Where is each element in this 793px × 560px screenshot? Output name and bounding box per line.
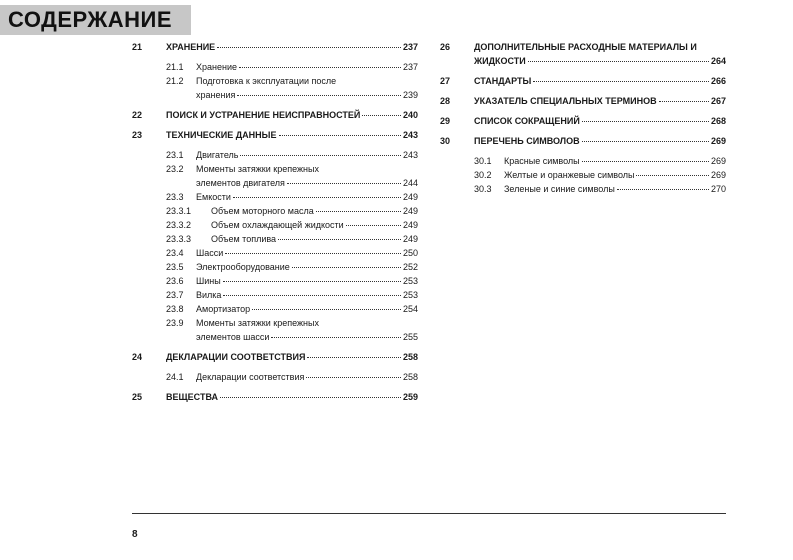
toc-entry-number: 21 (132, 42, 143, 52)
toc-entry-page: 253 (402, 290, 418, 300)
toc-entry-page: 237 (402, 42, 418, 52)
toc-entry[interactable] (132, 218, 418, 232)
toc-entry-number: 30.3 (474, 184, 492, 194)
toc-entry-title: Моменты затяжки крепежных (196, 318, 319, 328)
toc-entry-title: ДЕКЛАРАЦИИ СООТВЕТСТВИЯ (166, 352, 306, 362)
toc-entry-title: УКАЗАТЕЛЬ СПЕЦИАЛЬНЫХ ТЕРМИНОВ (474, 96, 657, 106)
toc-entry-title: Емкости (196, 192, 231, 202)
toc-entry-title: ДОПОЛНИТЕЛЬНЫЕ РАСХОДНЫЕ МАТЕРИАЛЫ И (474, 42, 697, 52)
toc-entry[interactable] (132, 74, 418, 102)
toc-entry[interactable] (440, 74, 726, 88)
toc-entry-title: ПЕРЕЧЕНЬ СИМВОЛОВ (474, 136, 580, 146)
dot-leader (307, 357, 401, 358)
toc-entry-page: 269 (710, 170, 726, 180)
toc-entry-number: 23.8 (166, 304, 184, 314)
toc-entry[interactable] (440, 94, 726, 108)
dot-leader (233, 197, 401, 198)
toc-entry-page: 243 (402, 150, 418, 160)
toc-entry[interactable] (440, 40, 726, 68)
toc-column-left (132, 40, 418, 404)
toc-entry[interactable] (440, 182, 726, 196)
toc-entry-number: 29 (440, 116, 451, 126)
toc-entry-title: ХРАНЕНИЕ (166, 42, 216, 52)
toc-entry-title: Декларации соответствия (196, 372, 305, 382)
toc-entry-page: 250 (402, 248, 418, 258)
toc-entry-title: Амортизатор (196, 304, 251, 314)
toc-entry-title: Объем топлива (211, 234, 277, 244)
toc-entry-number: 23.3.2 (166, 220, 192, 230)
dot-leader (252, 309, 401, 310)
toc-entry-title: хранения (196, 90, 236, 100)
toc-entry-page: 268 (710, 116, 726, 126)
toc-entry-title: Шасси (196, 248, 224, 258)
dot-leader (582, 141, 709, 142)
dot-leader (636, 175, 708, 176)
toc-entry-page: 267 (710, 96, 726, 106)
toc-entry[interactable] (132, 316, 418, 344)
toc-entry[interactable] (132, 60, 418, 74)
toc-entry-number: 23.3.3 (166, 234, 192, 244)
toc-entry[interactable] (440, 168, 726, 182)
toc-entry[interactable] (132, 232, 418, 246)
toc-entry-number: 23.2 (166, 164, 184, 174)
dot-leader (223, 281, 401, 282)
toc-entry[interactable] (132, 40, 418, 54)
toc-entry-page: 240 (402, 110, 418, 120)
dot-leader (659, 101, 709, 102)
toc-entry-page: 249 (402, 234, 418, 244)
dot-leader (239, 67, 401, 68)
toc-entry[interactable] (132, 370, 418, 384)
toc-entry-page: 253 (402, 276, 418, 286)
toc-entry-number: 23.1 (166, 150, 184, 160)
dot-leader (582, 121, 709, 122)
dot-leader (217, 47, 401, 48)
toc-entry-title: Объем охлаждающей жидкости (211, 220, 344, 230)
toc-entry-title: Электрооборудование (196, 262, 290, 272)
toc-entry[interactable] (132, 204, 418, 218)
dot-leader (225, 253, 401, 254)
dot-leader (271, 337, 401, 338)
dot-leader (237, 95, 401, 96)
toc-entry-number: 22 (132, 110, 143, 120)
toc-column-right (440, 40, 726, 196)
toc-entry-number: 23.3.1 (166, 206, 192, 216)
toc-entry-page: 243 (402, 130, 418, 140)
toc-entry-number: 30 (440, 136, 451, 146)
toc-entry-title: Вилка (196, 290, 222, 300)
toc-entry-title: СТАНДАРТЫ (474, 76, 532, 86)
toc-entry[interactable] (132, 288, 418, 302)
toc-entry-title: Моменты затяжки крепежных (196, 164, 319, 174)
toc-entry[interactable] (132, 302, 418, 316)
dot-leader (278, 239, 401, 240)
toc-entry[interactable] (132, 190, 418, 204)
toc-entry-number: 23.5 (166, 262, 184, 272)
toc-entry-page: 252 (402, 262, 418, 272)
toc-entry[interactable] (440, 134, 726, 148)
toc-entry-title: Зеленые и синие символы (504, 184, 615, 194)
toc-entry[interactable] (132, 148, 418, 162)
toc-entry-number: 21.2 (166, 76, 184, 86)
dot-leader (617, 189, 709, 190)
toc-entry-page: 269 (710, 136, 726, 146)
dot-leader (292, 267, 401, 268)
toc-entry-page: 237 (402, 62, 418, 72)
toc-entry-page: 249 (402, 192, 418, 202)
toc-entry-title: ВЕЩЕСТВА (166, 392, 219, 402)
toc-entry-number: 25 (132, 392, 143, 402)
toc-entry-number: 23.3 (166, 192, 184, 202)
toc-entry-number: 21.1 (166, 62, 184, 72)
toc-entry-page: 258 (402, 372, 418, 382)
toc-entry-page: 249 (402, 220, 418, 230)
toc-entry-title: ТЕХНИЧЕСКИЕ ДАННЫЕ (166, 130, 277, 140)
toc-entry-number: 23 (132, 130, 143, 140)
toc-entry-page: 270 (710, 184, 726, 194)
toc-entry[interactable] (132, 128, 418, 142)
toc-entry-number: 23.4 (166, 248, 184, 258)
dot-leader (287, 183, 401, 184)
dot-leader (279, 135, 401, 136)
toc-entry-title: Шины (196, 276, 221, 286)
toc-entry-number: 23.9 (166, 318, 184, 328)
toc-entry[interactable] (132, 350, 418, 364)
toc-entry-number: 24.1 (166, 372, 184, 382)
toc-entry-number: 26 (440, 42, 451, 52)
toc-entry-title: элементов шасси (196, 332, 270, 342)
toc-entry-page: 254 (402, 304, 418, 314)
page-title: СОДЕРЖАНИЕ (8, 7, 173, 32)
toc-entry-page: 255 (402, 332, 418, 342)
toc-entry-page: 244 (402, 178, 418, 188)
dot-leader (220, 397, 401, 398)
dot-leader (582, 161, 709, 162)
toc-entry-page: 249 (402, 206, 418, 216)
dot-leader (362, 115, 401, 116)
toc-entry-title: элементов двигателя (196, 178, 285, 188)
dot-leader (306, 377, 401, 378)
toc-entry-title: ЖИДКОСТИ (474, 56, 526, 66)
toc-entry-title: Подготовка к эксплуатации после (196, 76, 337, 86)
toc-entry-title: Двигатель (196, 150, 239, 160)
toc-entry-page: 259 (402, 392, 418, 402)
toc-entry-number: 24 (132, 352, 143, 362)
footer-divider (132, 513, 726, 514)
toc-entry-title: Красные символы (504, 156, 580, 166)
page-number: 8 (132, 529, 138, 540)
toc-entry-page: 239 (402, 90, 418, 100)
title-banner (0, 5, 191, 35)
dot-leader (223, 295, 401, 296)
toc-entry-number: 23.6 (166, 276, 184, 286)
toc-entry[interactable] (132, 108, 418, 122)
toc-entry[interactable] (440, 114, 726, 128)
toc-entry[interactable] (132, 274, 418, 288)
toc-entry-title: ПОИСК И УСТРАНЕНИЕ НЕИСПРАВНОСТЕЙ (166, 110, 361, 120)
dot-leader (533, 81, 709, 82)
toc-entry-number: 28 (440, 96, 451, 106)
toc-entry-number: 30.2 (474, 170, 492, 180)
toc-entry-number: 23.7 (166, 290, 184, 300)
toc-entry-page: 269 (710, 156, 726, 166)
toc-entry-page: 266 (710, 76, 726, 86)
toc-entry[interactable] (132, 162, 418, 190)
toc-entry-page: 264 (710, 56, 726, 66)
toc-entry[interactable] (440, 154, 726, 168)
toc-entry[interactable] (132, 390, 418, 404)
toc-entry-page: 258 (402, 352, 418, 362)
toc-entry-title: Хранение (196, 62, 237, 72)
toc-entry-title: Желтые и оранжевые символы (504, 170, 635, 180)
dot-leader (316, 211, 401, 212)
toc-entry-number: 30.1 (474, 156, 492, 166)
dot-leader (346, 225, 401, 226)
dot-leader (528, 61, 709, 62)
toc-entry[interactable] (132, 246, 418, 260)
toc-entry-number: 27 (440, 76, 451, 86)
toc-entry[interactable] (132, 260, 418, 274)
toc-entry-title: Объем моторного масла (211, 206, 314, 216)
dot-leader (240, 155, 401, 156)
toc-entry-title: СПИСОК СОКРАЩЕНИЙ (474, 116, 580, 126)
